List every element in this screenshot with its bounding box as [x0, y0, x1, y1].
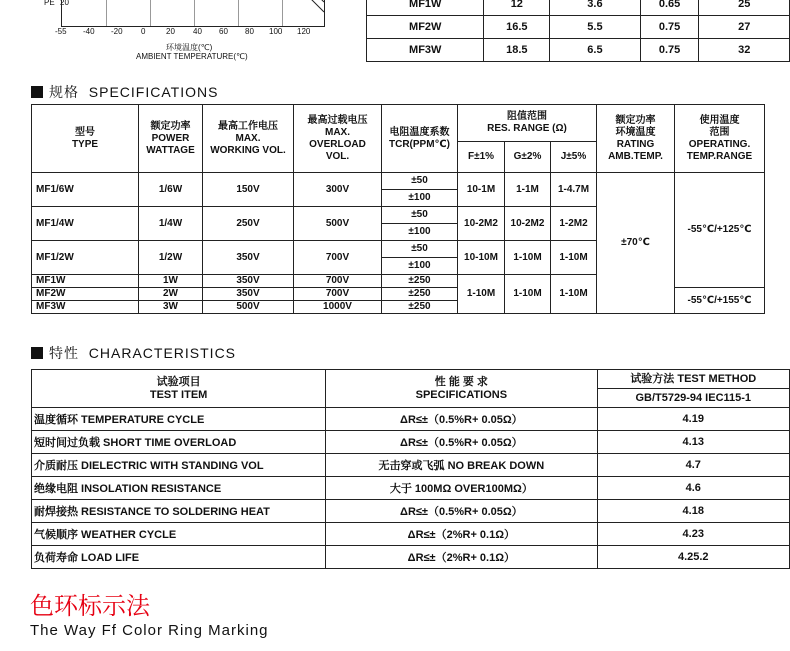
x-tick: -20: [111, 27, 123, 36]
header-g: G±2%: [505, 142, 551, 173]
chart-x-ticks: [55, 27, 331, 37]
cell-item: 短时间过负载 SHORT TIME OVERLOAD: [32, 431, 326, 454]
chart-x-label-cn: 环境温度(℃): [166, 43, 213, 52]
cell: 0.75: [640, 16, 699, 39]
section-title-en: SPECIFICATIONS: [88, 84, 219, 100]
cell: 700V: [294, 275, 382, 288]
chart-y-value: 20: [60, 0, 69, 7]
characteristics-table: [31, 369, 790, 569]
x-tick: -55: [55, 27, 67, 36]
cell-method: 4.18: [597, 500, 789, 523]
cell: 300V: [294, 173, 382, 207]
chart-x-label-en: AMBIENT TEMPERATURE(℃): [136, 52, 248, 61]
table-row: [32, 546, 790, 569]
cell: ±100: [382, 258, 458, 275]
header-f: F±1%: [458, 142, 505, 173]
table-row: [32, 500, 790, 523]
cell: 350V: [203, 288, 294, 301]
cell-method: 4.25.2: [597, 546, 789, 569]
derating-chart-fragment: [61, 0, 325, 27]
cell: 1/2W: [139, 241, 203, 275]
section-title-en: CHARACTERISTICS: [88, 345, 237, 361]
chart-curve: [62, 0, 324, 26]
header-power: 额定功率 POWER WATTAGE: [139, 105, 203, 173]
cell-type: MF1/4W: [32, 207, 139, 241]
cell: 1-10M: [505, 241, 551, 275]
square-bullet-icon: [31, 86, 43, 98]
cell-type: MF1/6W: [32, 173, 139, 207]
cell: 1-2M2: [551, 207, 597, 241]
cell: 0.65: [640, 0, 699, 16]
header-test-item: 试验项目 TEST ITEM: [32, 370, 326, 408]
table-row: [367, 16, 790, 39]
top-power-table: [366, 0, 790, 62]
cell-item: 温度循环 TEMPERATURE CYCLE: [32, 408, 326, 431]
cell: 350V: [203, 275, 294, 288]
cell: 500V: [203, 301, 294, 314]
cell-item: 气候顺序 WEATHER CYCLE: [32, 523, 326, 546]
cell: ±250: [382, 301, 458, 314]
cell: 1000V: [294, 301, 382, 314]
header-rating-temp: 额定功率 环境温度 RATING AMB.TEMP.: [597, 105, 675, 173]
cell: 2W: [139, 288, 203, 301]
cell-spec: ΔR≤±（2%R+ 0.1Ω）: [326, 546, 597, 569]
x-tick: 40: [193, 27, 202, 36]
cell: 1-10M: [458, 275, 505, 314]
cell: 10-2M2: [458, 207, 505, 241]
cell: 1W: [139, 275, 203, 288]
header-type: 型号 TYPE: [32, 105, 139, 173]
cell: 10-2M2: [505, 207, 551, 241]
cell: 1/4W: [139, 207, 203, 241]
cell: 700V: [294, 241, 382, 275]
cell-type: MF3W: [32, 301, 139, 314]
cell: 25: [699, 0, 790, 16]
x-tick: -40: [83, 27, 95, 36]
cell: 18.5: [484, 39, 550, 62]
cell-spec: 大于 100MΩ OVER100MΩ）: [326, 477, 597, 500]
table-row: [367, 0, 790, 16]
header-standard: GB/T5729-94 IEC115-1: [597, 389, 789, 408]
chart-y-label: PE: [44, 0, 55, 7]
table-row: [32, 523, 790, 546]
x-tick: 60: [219, 27, 228, 36]
table-row: [32, 431, 790, 454]
section-title-cn: 特性: [49, 345, 79, 361]
header-tcr: 电阻温度系数 TCR(PPM℃): [382, 105, 458, 173]
cell: 16.5: [484, 16, 550, 39]
x-tick: 120: [297, 27, 311, 36]
cell-spec: ΔR≤±（0.5%R+ 0.05Ω）: [326, 431, 597, 454]
cell: 3W: [139, 301, 203, 314]
x-tick: 80: [245, 27, 254, 36]
cell: 10-1M: [458, 173, 505, 207]
cell-item: 介质耐压 DIELECTRIC WITH STANDING VOL: [32, 454, 326, 477]
cell-op-range-1: -55℃/+125℃: [675, 173, 765, 288]
x-tick: 100: [269, 27, 283, 36]
cell-item: 负荷寿命 LOAD LIFE: [32, 546, 326, 569]
cell-spec: ΔR≤±（0.5%R+ 0.05Ω）: [326, 408, 597, 431]
cell: 0.75: [640, 39, 699, 62]
cell-spec: 无击穿或飞弧 NO BREAK DOWN: [326, 454, 597, 477]
cell-type: MF1/2W: [32, 241, 139, 275]
cell-spec: ΔR≤±（2%R+ 0.1Ω）: [326, 523, 597, 546]
cell: 1/6W: [139, 173, 203, 207]
cell: ±100: [382, 224, 458, 241]
cell: ±50: [382, 173, 458, 190]
cell-method: 4.23: [597, 523, 789, 546]
table-row: [367, 39, 790, 62]
cell: 250V: [203, 207, 294, 241]
cell: 6.5: [550, 39, 641, 62]
cell: 12: [484, 0, 550, 16]
header-overload-voltage: 最高过载电压 MAX. OVERLOAD VOL.: [294, 105, 382, 173]
cell: ±50: [382, 241, 458, 258]
cell: 5.5: [550, 16, 641, 39]
header-res-range: 阻值范围 RES. RANGE (Ω): [458, 105, 597, 142]
cell: 150V: [203, 173, 294, 207]
cell: 1-10M: [551, 275, 597, 314]
cell-spec: ΔR≤±（0.5%R+ 0.05Ω）: [326, 500, 597, 523]
color-ring-title-cn: 色环标示法: [30, 593, 150, 620]
header-specifications: 性 能 要 求 SPECIFICATIONS: [326, 370, 597, 408]
cell: ±250: [382, 288, 458, 301]
header-working-voltage: 最高工作电压 MAX. WORKING VOL.: [203, 105, 294, 173]
table-row: [32, 454, 790, 477]
square-bullet-icon: [31, 347, 43, 359]
cell-rating-temp: ±70℃: [597, 173, 675, 314]
cell: ±250: [382, 275, 458, 288]
cell: 32: [699, 39, 790, 62]
specifications-table: [31, 104, 765, 314]
cell-method: 4.19: [597, 408, 789, 431]
cell: 700V: [294, 288, 382, 301]
specifications-heading: [31, 82, 218, 102]
cell: 1-10M: [551, 241, 597, 275]
cell-item: 耐焊接热 RESISTANCE TO SOLDERING HEAT: [32, 500, 326, 523]
cell: MF1W: [367, 0, 484, 16]
color-ring-title-en: The Way Ff Color Ring Marking: [30, 622, 269, 639]
table-row: [32, 173, 765, 190]
cell: 1-10M: [505, 275, 551, 314]
cell: 10-10M: [458, 241, 505, 275]
x-tick: 20: [166, 27, 175, 36]
cell: ±50: [382, 207, 458, 224]
cell-method: 4.13: [597, 431, 789, 454]
cell: 1-1M: [505, 173, 551, 207]
cell: 27: [699, 16, 790, 39]
header-test-method: 试验方法 TEST METHOD: [597, 370, 789, 389]
cell-item: 绝缘电阻 INSOLATION RESISTANCE: [32, 477, 326, 500]
cell-type: MF1W: [32, 275, 139, 288]
cell: 1-4.7M: [551, 173, 597, 207]
cell-method: 4.6: [597, 477, 789, 500]
cell: ±100: [382, 190, 458, 207]
cell: MF2W: [367, 16, 484, 39]
cell: 500V: [294, 207, 382, 241]
section-title-cn: 规格: [49, 84, 79, 100]
cell-method: 4.7: [597, 454, 789, 477]
cell-op-range-2: -55℃/+155℃: [675, 288, 765, 314]
header-operating-temp: 使用温度 范围 OPERATING. TEMP.RANGE: [675, 105, 765, 173]
characteristics-heading: [31, 343, 236, 363]
header-row: [32, 370, 790, 389]
cell-type: MF2W: [32, 288, 139, 301]
table-row: [32, 477, 790, 500]
cell: 3.6: [550, 0, 641, 16]
table-row: [32, 408, 790, 431]
cell: MF3W: [367, 39, 484, 62]
header-row: [32, 105, 765, 142]
cell: 350V: [203, 241, 294, 275]
x-tick: 0: [141, 27, 146, 36]
header-j: J±5%: [551, 142, 597, 173]
